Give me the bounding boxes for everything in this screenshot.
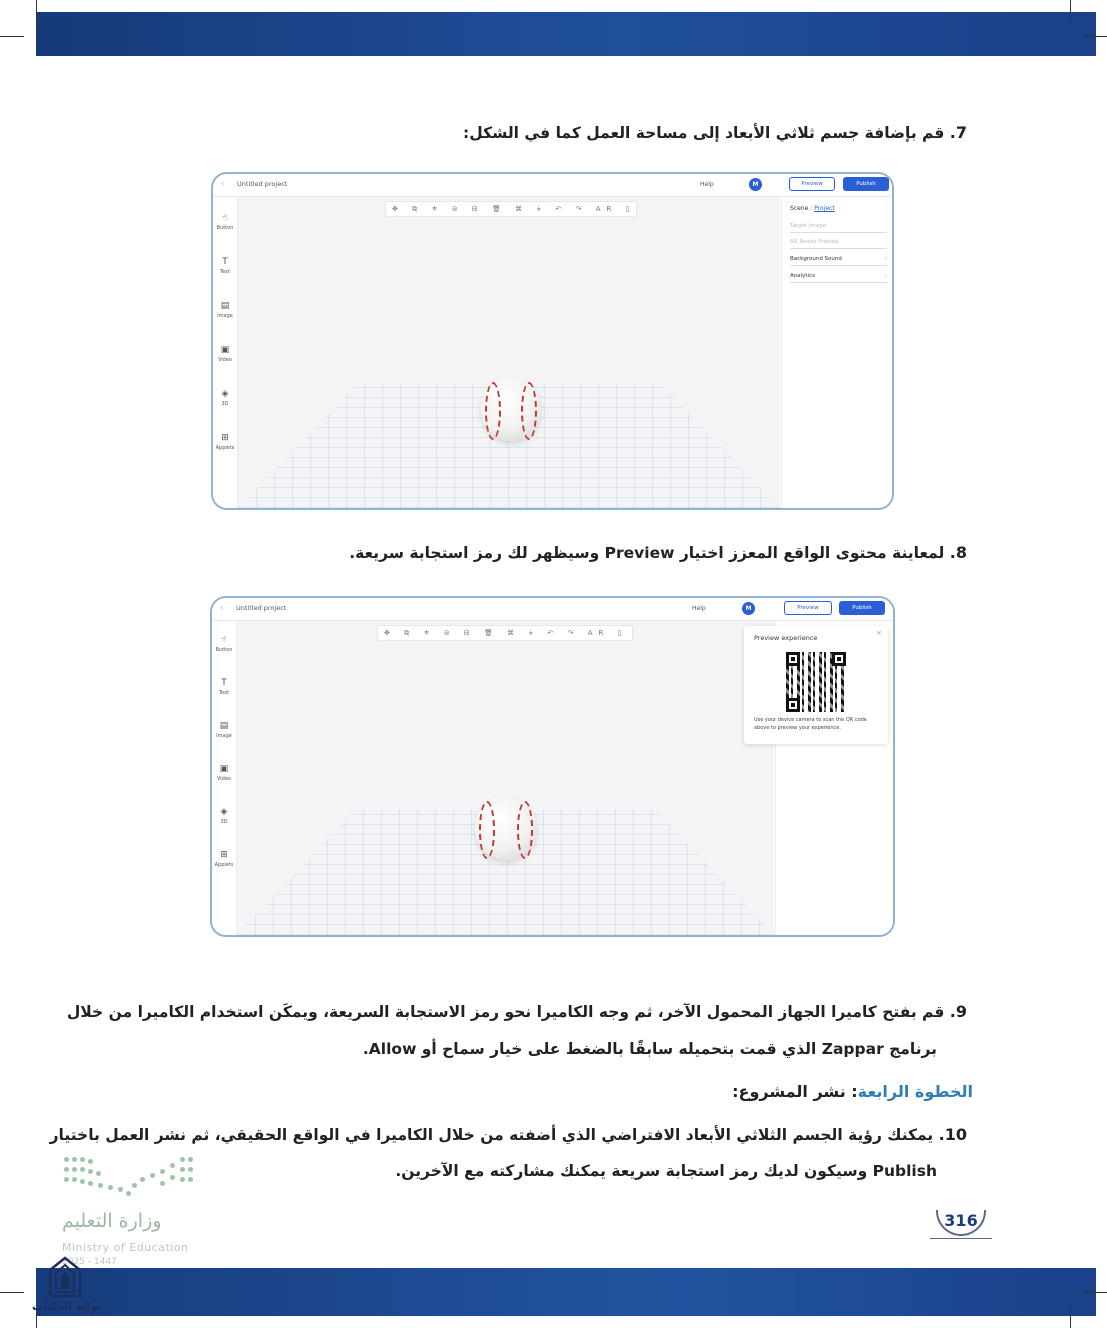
crop-mark	[1082, 1292, 1107, 1293]
bawaba-label: بوابة الحلبات	[32, 1300, 102, 1313]
tool-label: Text	[218, 690, 230, 696]
tool-image[interactable]	[212, 721, 236, 739]
preview-card-description: Use your device camera to scan the QR code above to preview your experience.	[754, 717, 867, 731]
crop-mark	[36, 0, 37, 22]
step-10	[50, 1125, 967, 1144]
preview-card-title: Preview experience	[754, 634, 818, 642]
page-number-base	[930, 1238, 992, 1239]
tool-sidebar	[212, 621, 237, 935]
tool-button[interactable]	[213, 213, 237, 231]
qr-code	[786, 652, 846, 712]
image-icon: ▤	[219, 721, 229, 731]
tool-label: Button	[216, 225, 234, 231]
crop-mark	[1070, 1306, 1071, 1328]
tool-label: Applets	[215, 445, 235, 451]
close-icon[interactable]: ×	[876, 629, 882, 637]
step-number: 9.	[949, 1002, 967, 1021]
tool-label: 3D	[220, 819, 228, 825]
tool-label: Button	[215, 647, 233, 653]
step-text: قم بإضافة جسم ثلاثي الأبعاد إلى مساحة العمل كما في الشكل:	[463, 124, 945, 142]
tool-label: Video	[217, 357, 232, 363]
tab-scene[interactable]: Scene	[790, 205, 809, 212]
applets-icon: ⊞	[220, 850, 228, 860]
step-text: قم بفتح كاميرا الجهاز المحمول الآخر، ثم وجه الكاميرا نحو رمز الاستجابة السريعة، ويمكَن استخدام الكاميرا من خلال	[66, 1003, 945, 1021]
video-icon: ▣	[219, 764, 229, 774]
preview-button[interactable]: Preview	[784, 601, 832, 615]
avatar[interactable]: M	[742, 602, 755, 615]
panel-tabs: Scene / Project	[790, 205, 835, 212]
seam	[485, 382, 501, 440]
step-10-continuation: Publish وسيكون لديك رمز استجابة سريعة يمكنك مشاركته مع الآخرين.	[395, 1162, 937, 1180]
crop-mark	[0, 1292, 24, 1293]
canvas-toolbar[interactable]: ✥ ⧉ ⚜ ⊜ ⊟ 🗑 ⌘ ⏚ ↶ ↷ AR ▯	[385, 201, 637, 217]
page-number	[934, 1206, 988, 1240]
crop-mark	[1082, 36, 1107, 37]
publish-button[interactable]: Publish	[839, 601, 885, 615]
header-band	[36, 12, 1096, 56]
applets-icon: ⊞	[221, 433, 229, 443]
preview-button[interactable]: Preview	[789, 177, 835, 191]
step-text: يمكنك رؤية الجسم الثلاثي الأبعاد الافتراضي الذي أضفته من خلال الكاميرا في الواقع الحقيقي، ثم نشر العمل باختيار	[49, 1126, 934, 1144]
help-menu[interactable]: Help	[692, 605, 706, 612]
canvas-toolbar[interactable]: ✥ ⧉ ⚜ ⊜ ⊟ 🗑 ⌘ ⏚ ↶ ↷ AR ▯	[377, 625, 633, 641]
tab-project[interactable]: Project	[814, 205, 835, 212]
panel-row-background-sound[interactable]	[790, 256, 887, 266]
seam	[479, 801, 495, 859]
step-number: 8.	[949, 543, 967, 562]
text-icon: T	[221, 678, 227, 688]
step-number: 7.	[949, 123, 967, 142]
chevron-left-icon[interactable]: ‹	[221, 179, 225, 188]
tool-sidebar	[213, 197, 238, 508]
tool-label: 3D	[221, 401, 229, 407]
tool-text[interactable]	[212, 678, 236, 696]
panel-row-analytics[interactable]	[790, 273, 887, 283]
qr-finder	[832, 652, 846, 666]
editor-topbar	[212, 598, 893, 621]
hand-pointer-icon: ☝	[221, 635, 227, 645]
tool-applets[interactable]	[213, 433, 237, 451]
project-name: Untitled project	[236, 604, 287, 612]
ministry-name-arabic: وزارة التعليم	[62, 1210, 162, 1232]
page-number-arc	[936, 1210, 986, 1236]
tool-label: Image	[217, 313, 233, 319]
crop-mark	[1070, 0, 1071, 22]
tool-text[interactable]	[213, 257, 237, 275]
text-icon: T	[222, 257, 228, 267]
tool-label: Text	[219, 269, 231, 275]
chevron-right-icon: ›	[884, 256, 887, 262]
section-heading-text: : نشر المشروع:	[732, 1082, 858, 1101]
baseball-3d-model[interactable]	[481, 377, 541, 441]
tool-button[interactable]	[212, 635, 236, 653]
panel-row[interactable]: Target Image	[790, 223, 887, 233]
crop-mark	[0, 36, 24, 37]
ministry-name-english: Ministry of Education	[62, 1241, 189, 1254]
step-text: لمعاينة محتوى الواقع المعزز اختيار Preview وسيظهر لك رمز استجابة سريعة.	[349, 544, 945, 562]
editor-topbar	[213, 174, 892, 197]
help-menu[interactable]: Help	[700, 181, 714, 188]
scene-canvas[interactable]	[238, 197, 780, 508]
scene-canvas[interactable]	[237, 621, 774, 935]
ministry-logo-dots	[62, 1155, 202, 1200]
cube-icon: ◈	[221, 389, 229, 399]
footer-band	[36, 1268, 1096, 1316]
step-8	[349, 543, 967, 562]
section-heading	[732, 1082, 973, 1101]
qr-finder	[786, 698, 800, 712]
tool-image[interactable]	[213, 301, 237, 319]
properties-panel	[781, 197, 891, 508]
tool-video[interactable]	[212, 764, 236, 782]
cube-icon: ◈	[220, 807, 228, 817]
publish-button[interactable]: Publish	[843, 177, 889, 191]
baseball-3d-model[interactable]	[475, 796, 537, 860]
bawaba-seal-icon	[44, 1256, 86, 1300]
avatar[interactable]: M	[749, 178, 762, 191]
step-9	[67, 1002, 967, 1021]
chevron-right-icon: ›	[884, 273, 887, 279]
step-7	[463, 123, 967, 142]
page-number-text: 316	[944, 1211, 978, 1230]
tool-video[interactable]	[213, 345, 237, 363]
tool-label: Video	[216, 776, 231, 782]
hand-pointer-icon: ☝	[222, 213, 228, 223]
preview-experience-card	[744, 626, 888, 744]
section-heading-label: الخطوة الرابعة	[857, 1082, 973, 1101]
image-icon: ▤	[220, 301, 230, 311]
step-number: 10.	[938, 1125, 967, 1144]
editor-screenshot-2	[210, 596, 895, 937]
chevron-left-icon[interactable]: ‹	[220, 603, 224, 612]
panel-row-label: Background Sound	[790, 256, 842, 262]
editor-screenshot-1	[211, 172, 894, 510]
tool-applets[interactable]	[212, 850, 236, 868]
tool-label: Applets	[214, 862, 234, 868]
tool-label: Image	[216, 733, 232, 739]
step-9-continuation: برنامج Zappar الذي قمت بتحميله سابقًا بالضغط على خيار سماح أو Allow.	[362, 1040, 937, 1058]
panel-row-label: Analytics	[790, 273, 815, 279]
panel-row[interactable]: AR Ready Preload	[790, 239, 887, 249]
edition-year: 2025 - 1447	[62, 1257, 117, 1267]
qr-finder	[786, 652, 800, 666]
project-name: Untitled project	[237, 180, 288, 188]
video-icon: ▣	[220, 345, 230, 355]
tool-3d[interactable]	[213, 389, 237, 407]
tool-3d[interactable]	[212, 807, 236, 825]
